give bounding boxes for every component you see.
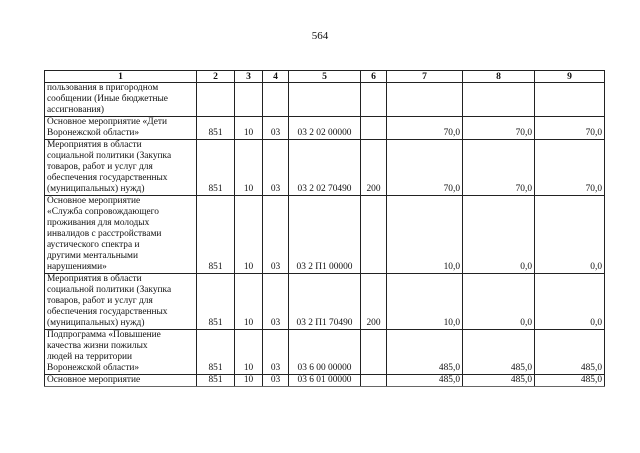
row-name: Основное мероприятие	[45, 375, 197, 387]
column-header: 1	[45, 71, 197, 83]
cell-expense-type	[361, 83, 387, 117]
cell-subsection: 03	[263, 140, 289, 196]
cell-target-article: 03 2 02 00000	[289, 117, 361, 140]
cell-target-article	[289, 83, 361, 117]
cell-target-article: 03 6 00 00000	[289, 330, 361, 375]
cell-target-article: 03 2 П1 00000	[289, 196, 361, 274]
cell-amount-9	[535, 83, 605, 117]
cell-ministry: 851	[197, 274, 235, 330]
cell-subsection: 03	[263, 196, 289, 274]
column-header: 4	[263, 71, 289, 83]
cell-expense-type: 200	[361, 140, 387, 196]
column-header: 2	[197, 71, 235, 83]
page-number: 564	[311, 30, 329, 42]
row-name: Мероприятия в области социальной политики (Закупка товаров, работ и услуг для обеспечения государственных (муниципальных) нужд)	[45, 140, 197, 196]
cell-section: 10	[235, 117, 263, 140]
cell-amount-7: 10,0	[387, 274, 463, 330]
cell-ministry: 851	[197, 140, 235, 196]
cell-ministry: 851	[197, 117, 235, 140]
table-row	[45, 274, 605, 330]
cell-amount-8: 0,0	[463, 196, 535, 274]
row-name: Подпрограмма «Повышение качества жизни пожилых людей на территории Воронежской области»	[45, 330, 197, 375]
cell-section: 10	[235, 274, 263, 330]
cell-subsection: 03	[263, 117, 289, 140]
cell-amount-9: 485,0	[535, 375, 605, 387]
cell-expense-type	[361, 375, 387, 387]
table-row	[45, 117, 605, 140]
cell-subsection: 03	[263, 330, 289, 375]
column-header: 9	[535, 71, 605, 83]
cell-section: 10	[235, 140, 263, 196]
column-header: 8	[463, 71, 535, 83]
row-name: Основное мероприятие «Служба сопровождающего проживания для молодых инвалидов с расстройствами аустического спектра и другими ментальными нарушениями»	[45, 196, 197, 274]
cell-amount-7: 485,0	[387, 330, 463, 375]
cell-expense-type	[361, 330, 387, 375]
cell-section: 10	[235, 375, 263, 387]
cell-section: 10	[235, 330, 263, 375]
row-name: Мероприятия в области социальной политики (Закупка товаров, работ и услуг для обеспечения государственных (муниципальных) нужд)	[45, 274, 197, 330]
cell-amount-9: 70,0	[535, 140, 605, 196]
cell-subsection: 03	[263, 375, 289, 387]
cell-section: 10	[235, 196, 263, 274]
cell-amount-7: 485,0	[387, 375, 463, 387]
row-name: пользования в пригородном сообщении (Иные бюджетные ассигнования)	[45, 83, 197, 117]
column-header: 6	[361, 71, 387, 83]
table-row	[45, 83, 605, 117]
header-row	[45, 71, 605, 83]
table-row	[45, 330, 605, 375]
cell-target-article: 03 2 02 70490	[289, 140, 361, 196]
cell-amount-8: 485,0	[463, 330, 535, 375]
cell-amount-8	[463, 83, 535, 117]
row-name: Основное мероприятие «Дети Воронежской области»	[45, 117, 197, 140]
cell-expense-type	[361, 117, 387, 140]
column-header: 5	[289, 71, 361, 83]
cell-amount-8: 70,0	[463, 140, 535, 196]
table-row	[45, 375, 605, 387]
cell-expense-type: 200	[361, 274, 387, 330]
cell-target-article: 03 6 01 00000	[289, 375, 361, 387]
cell-amount-7: 70,0	[387, 140, 463, 196]
budget-table	[44, 70, 605, 387]
cell-subsection	[263, 83, 289, 117]
cell-amount-9: 0,0	[535, 274, 605, 330]
column-header: 7	[387, 71, 463, 83]
cell-amount-8: 0,0	[463, 274, 535, 330]
table-row	[45, 140, 605, 196]
cell-target-article: 03 2 П1 70490	[289, 274, 361, 330]
cell-amount-9: 70,0	[535, 117, 605, 140]
cell-section	[235, 83, 263, 117]
cell-ministry	[197, 83, 235, 117]
cell-amount-7: 10,0	[387, 196, 463, 274]
cell-ministry: 851	[197, 375, 235, 387]
cell-subsection: 03	[263, 274, 289, 330]
cell-amount-9: 0,0	[535, 196, 605, 274]
cell-ministry: 851	[197, 196, 235, 274]
column-header: 3	[235, 71, 263, 83]
table-row	[45, 196, 605, 274]
cell-ministry: 851	[197, 330, 235, 375]
cell-amount-8: 70,0	[463, 117, 535, 140]
cell-expense-type	[361, 196, 387, 274]
cell-amount-8: 485,0	[463, 375, 535, 387]
cell-amount-7	[387, 83, 463, 117]
cell-amount-7: 70,0	[387, 117, 463, 140]
cell-amount-9: 485,0	[535, 330, 605, 375]
